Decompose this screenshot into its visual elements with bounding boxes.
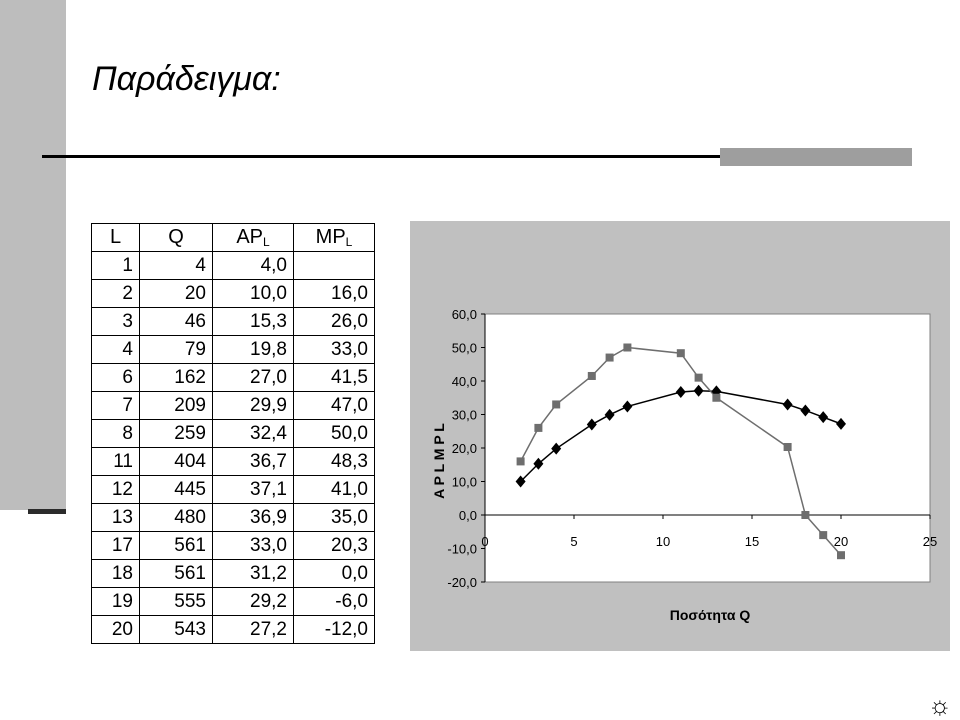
production-chart bbox=[410, 221, 950, 651]
table-cell: -12,0 bbox=[294, 616, 375, 644]
title-underline-accent bbox=[720, 148, 912, 166]
plot-area bbox=[485, 314, 930, 582]
table-cell: 47,0 bbox=[294, 392, 375, 420]
x-tick-label: 20 bbox=[833, 534, 849, 549]
data-point-square bbox=[837, 551, 845, 559]
table-cell: 12 bbox=[92, 476, 140, 504]
table-row bbox=[92, 448, 375, 476]
table-cell: 50,0 bbox=[294, 420, 375, 448]
table-row bbox=[92, 532, 375, 560]
table-header-row bbox=[92, 224, 375, 252]
table-cell: 79 bbox=[140, 336, 213, 364]
table-row bbox=[92, 588, 375, 616]
table-cell: 11 bbox=[92, 448, 140, 476]
table-cell: 3 bbox=[92, 308, 140, 336]
table-cell: 445 bbox=[140, 476, 213, 504]
x-tick-label: 15 bbox=[744, 534, 760, 549]
table-cell: 0,0 bbox=[294, 560, 375, 588]
y-tick-label: -10,0 bbox=[447, 541, 477, 557]
data-point-square bbox=[801, 511, 809, 519]
table-cell: 37,1 bbox=[213, 476, 294, 504]
table-cell: 29,9 bbox=[213, 392, 294, 420]
table-row bbox=[92, 616, 375, 644]
header-label: Q bbox=[168, 226, 184, 248]
table-cell: 561 bbox=[140, 532, 213, 560]
x-tick-label: 25 bbox=[922, 534, 938, 549]
table-cell: 13 bbox=[92, 504, 140, 532]
production-table bbox=[91, 223, 375, 644]
table-row bbox=[92, 308, 375, 336]
table-body bbox=[92, 252, 375, 644]
data-point-square bbox=[552, 400, 560, 408]
header-label: AP bbox=[236, 226, 263, 248]
x-tick-label: 5 bbox=[570, 534, 578, 549]
table-cell: 1 bbox=[92, 252, 140, 280]
table-row bbox=[92, 420, 375, 448]
table-cell: 35,0 bbox=[294, 504, 375, 532]
table-row bbox=[92, 280, 375, 308]
table-cell: 4,0 bbox=[213, 252, 294, 280]
table-cell: 48,3 bbox=[294, 448, 375, 476]
table-cell: 31,2 bbox=[213, 560, 294, 588]
table-cell: 16,0 bbox=[294, 280, 375, 308]
header-subscript: L bbox=[345, 235, 353, 249]
table-cell: 19 bbox=[92, 588, 140, 616]
table-row bbox=[92, 504, 375, 532]
y-tick-label: 40,0 bbox=[451, 374, 477, 389]
y-tick-label: 50,0 bbox=[451, 340, 477, 356]
table-cell: 33,0 bbox=[294, 336, 375, 364]
table-cell: 561 bbox=[140, 560, 213, 588]
table-row bbox=[92, 336, 375, 364]
table-cell: 19,8 bbox=[213, 336, 294, 364]
table-cell: 2 bbox=[92, 280, 140, 308]
table-cell: 555 bbox=[140, 588, 213, 616]
x-tick-label: 10 bbox=[655, 534, 671, 549]
header-APL bbox=[213, 224, 294, 252]
data-point-square bbox=[606, 354, 614, 362]
table-cell: 18 bbox=[92, 560, 140, 588]
table-row bbox=[92, 560, 375, 588]
header-Q bbox=[140, 224, 213, 252]
table-cell: 209 bbox=[140, 392, 213, 420]
data-point-square bbox=[623, 344, 631, 352]
table-cell: 6 bbox=[92, 364, 140, 392]
table-cell: 41,0 bbox=[294, 476, 375, 504]
table-cell: 27,0 bbox=[213, 364, 294, 392]
y-tick-label: -20,0 bbox=[447, 575, 477, 590]
table-cell: 32,4 bbox=[213, 420, 294, 448]
table-cell: 8 bbox=[92, 420, 140, 448]
table-cell: 17 bbox=[92, 532, 140, 560]
header-label: L bbox=[109, 226, 122, 248]
table-cell: 259 bbox=[140, 420, 213, 448]
table-cell: 26,0 bbox=[294, 308, 375, 336]
data-point-square bbox=[588, 372, 596, 380]
left-accent-bar bbox=[0, 0, 66, 510]
table-cell: 404 bbox=[140, 448, 213, 476]
table-cell: 36,9 bbox=[213, 504, 294, 532]
sun-icon: ☼ bbox=[928, 690, 952, 720]
table-cell: 20,3 bbox=[294, 532, 375, 560]
table-row bbox=[92, 364, 375, 392]
data-point-square bbox=[677, 349, 685, 357]
table-cell: 33,0 bbox=[213, 532, 294, 560]
data-point-square bbox=[534, 424, 542, 432]
table-cell: 480 bbox=[140, 504, 213, 532]
data-point-square bbox=[517, 457, 525, 465]
table-cell: 20 bbox=[140, 280, 213, 308]
y-tick-label: 20,0 bbox=[451, 441, 477, 456]
table-cell: 15,3 bbox=[213, 308, 294, 336]
table-cell: 7 bbox=[92, 392, 140, 420]
table-cell: -6,0 bbox=[294, 588, 375, 616]
table-cell: 29,2 bbox=[213, 588, 294, 616]
table-cell: 4 bbox=[140, 252, 213, 280]
table-cell: 27,2 bbox=[213, 616, 294, 644]
table-cell: 543 bbox=[140, 616, 213, 644]
x-axis-label: Ποσότητα Q bbox=[669, 607, 751, 623]
table-cell: 4 bbox=[92, 336, 140, 364]
y-tick-label: 30,0 bbox=[451, 407, 477, 423]
x-tick-label: 0 bbox=[481, 534, 489, 549]
header-label: MP bbox=[315, 226, 346, 248]
table-cell: 36,7 bbox=[213, 448, 294, 476]
table-cell bbox=[294, 252, 375, 280]
left-accent-bar-edge bbox=[28, 509, 66, 514]
y-tick-label: 10,0 bbox=[451, 474, 477, 490]
table-row bbox=[92, 392, 375, 420]
table-cell: 10,0 bbox=[213, 280, 294, 308]
data-point-square bbox=[784, 443, 792, 451]
y-tick-label: 0,0 bbox=[458, 508, 477, 523]
slide-title: Παράδειγμα: bbox=[92, 60, 281, 98]
table-cell: 41,5 bbox=[294, 364, 375, 392]
y-tick-label: 60,0 bbox=[451, 307, 477, 322]
table-row bbox=[92, 476, 375, 504]
data-point-square bbox=[695, 374, 703, 382]
data-point-square bbox=[819, 531, 827, 539]
table-cell: 20 bbox=[92, 616, 140, 644]
header-subscript: L bbox=[263, 235, 270, 249]
header-L bbox=[92, 224, 140, 252]
table-cell: 46 bbox=[140, 308, 213, 336]
y-axis-label: A P L M P L bbox=[431, 423, 447, 499]
data-point-square bbox=[712, 394, 720, 402]
table-cell: 162 bbox=[140, 364, 213, 392]
header-MPL bbox=[294, 224, 375, 252]
table-row bbox=[92, 252, 375, 280]
